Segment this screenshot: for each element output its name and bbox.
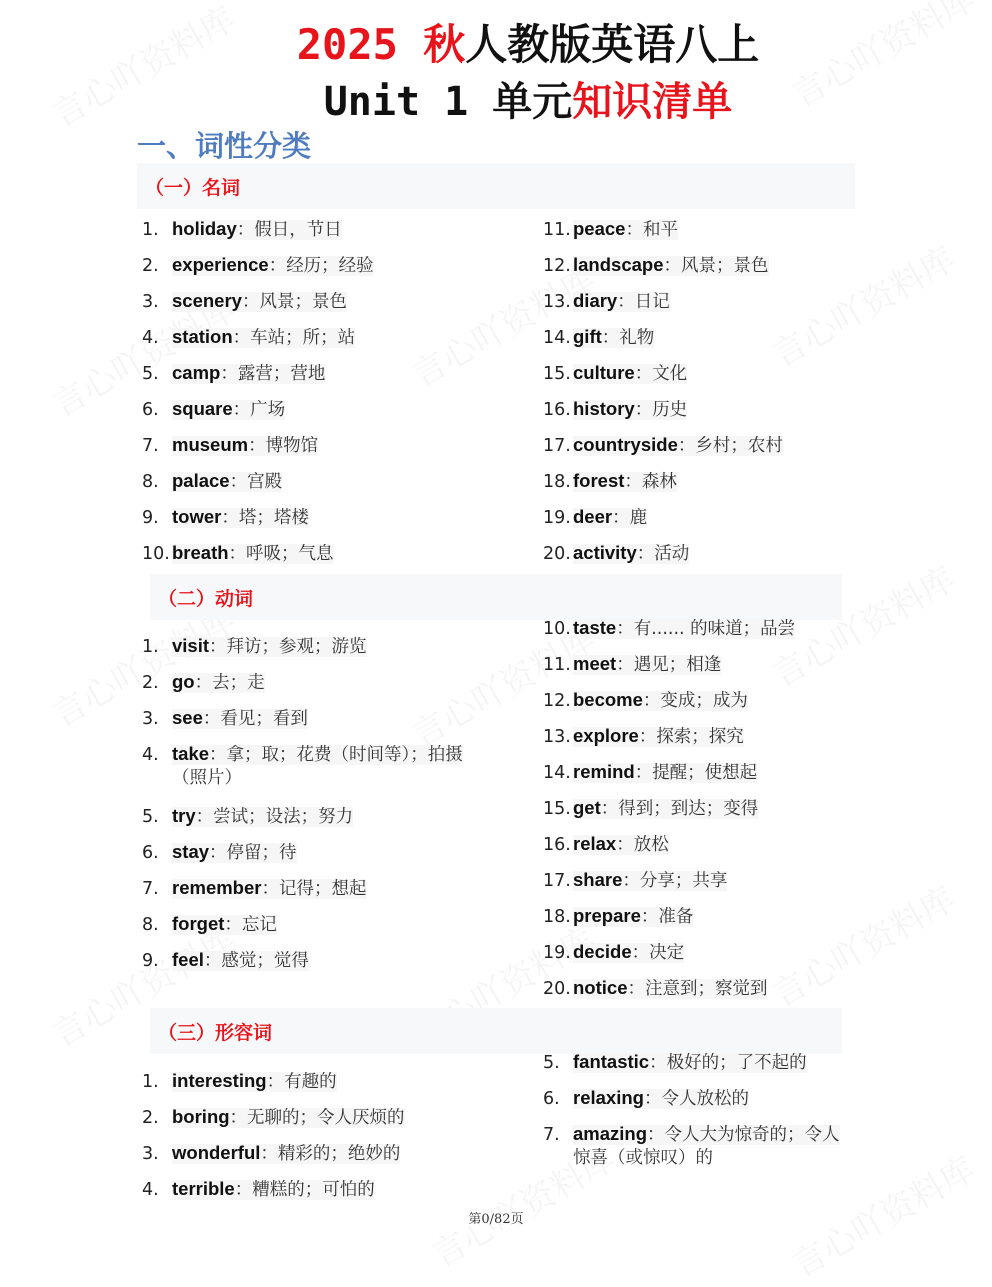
- verbs-item: 2. go：去；走: [142, 669, 265, 696]
- verbs-item: 20. notice：注意到；察觉到: [543, 975, 767, 1002]
- english-word: terrible: [172, 1178, 235, 1199]
- verbs-item: 12. become：变成；成为: [543, 687, 748, 714]
- item-number: 17.: [543, 871, 571, 891]
- english-word: diary: [573, 290, 618, 311]
- item-number: 6.: [142, 400, 159, 420]
- chinese-meaning: 活动: [654, 544, 690, 564]
- english-word: visit: [172, 635, 210, 656]
- item-number: 5.: [543, 1053, 560, 1073]
- english-word: square: [172, 398, 233, 419]
- item-number: 6.: [142, 843, 159, 863]
- verbs-item: 4. take：拿；取；花费（时间等）；拍摄 （照片）: [142, 741, 463, 768]
- nouns-item: 6. square：广场: [142, 396, 285, 423]
- chinese-meaning: 有趣的: [284, 1072, 337, 1092]
- item-number: 16.: [543, 400, 571, 420]
- english-word: countryside: [573, 434, 678, 455]
- chinese-meaning: 提醒；使想起: [652, 763, 758, 783]
- chinese-meaning: 决定: [649, 943, 685, 963]
- item-number: 9.: [142, 951, 159, 971]
- english-word: get: [573, 797, 601, 818]
- chinese-meaning: 森林: [641, 472, 677, 492]
- nouns-item: 15. culture：文化: [543, 360, 687, 387]
- chinese-meaning: 广场: [250, 400, 286, 420]
- english-word: explore: [573, 725, 639, 746]
- item-number: 1.: [142, 1072, 159, 1092]
- verbs-item: 10. taste：有...... 的味道；品尝: [543, 615, 795, 642]
- nouns-item: 10. breath：呼吸；气息: [142, 540, 334, 567]
- chinese-meaning: 历史: [652, 400, 688, 420]
- english-word: activity: [573, 542, 637, 563]
- item-number: 18.: [543, 907, 571, 927]
- nouns-item: 14. gift：礼物: [543, 324, 654, 351]
- item-number: 20.: [543, 544, 571, 564]
- english-word: meet: [573, 653, 617, 674]
- verbs-item: 7. remember：记得；想起: [142, 875, 366, 902]
- item-number: 2.: [142, 256, 159, 276]
- verbs-item: 13. explore：探索；探究: [543, 723, 744, 750]
- english-word: try: [172, 805, 196, 826]
- watermark-text: [761, 872, 962, 1016]
- chinese-meaning: 尝试；设法；努力: [213, 807, 354, 827]
- verbs-item: 3. see：看见；看到: [142, 705, 308, 732]
- nouns-item: 3. scenery：风景；景色: [142, 288, 347, 315]
- verbs-item: 5. try：尝试；设法；努力: [142, 803, 353, 830]
- item-number: 8.: [142, 472, 159, 492]
- page-title: 2025 秋人教版英语八上: [296, 20, 760, 69]
- chinese-meaning: 注意到；察觉到: [644, 979, 768, 999]
- item-number: 16.: [543, 835, 571, 855]
- item-number: 1.: [142, 220, 159, 240]
- english-word: become: [573, 689, 643, 710]
- english-word: holiday: [172, 218, 237, 239]
- nouns-item: 7. museum：博物馆: [142, 432, 318, 459]
- chinese-meaning: 假日，节日: [254, 220, 342, 240]
- adjectives-item: 4. terrible：糟糕的；可怕的: [142, 1176, 375, 1203]
- item-number: 20.: [543, 979, 571, 999]
- chinese-meaning: 令人放松的: [661, 1089, 749, 1109]
- adjectives-item: 7. amazing：令人大为惊奇的；令人 惊喜（或惊叹）的: [543, 1121, 840, 1148]
- item-number: 1.: [142, 637, 159, 657]
- english-word: decide: [573, 941, 632, 962]
- chinese-meaning: 拜访；参观；游览: [226, 637, 367, 657]
- english-word: breath: [172, 542, 229, 563]
- verbs-item: 18. prepare：准备: [543, 903, 693, 930]
- chinese-meaning: 车站；所；站: [250, 328, 356, 348]
- english-word: amazing: [573, 1123, 648, 1144]
- verbs-item: 17. share：分享；共享: [543, 867, 727, 894]
- item-number: 5.: [142, 807, 159, 827]
- english-word: relaxing: [573, 1087, 644, 1108]
- english-word: taste: [573, 617, 617, 638]
- nouns-heading: （一）名词: [137, 163, 855, 209]
- chinese-meaning: 拿；取；花费（时间等）；拍摄: [226, 745, 463, 765]
- item-number: 10.: [543, 619, 571, 639]
- english-word: peace: [573, 218, 626, 239]
- chinese-meaning: 和平: [642, 220, 678, 240]
- chinese-meaning: 乡村；农村: [695, 436, 783, 456]
- item-number: 13.: [543, 727, 571, 747]
- item-number: 12.: [543, 256, 571, 276]
- item-number: 18.: [543, 472, 571, 492]
- verbs-item: 9. feel：感觉；觉得: [142, 947, 309, 974]
- english-word: forget: [172, 913, 225, 934]
- item-number: 7.: [142, 436, 159, 456]
- item-number: 15.: [543, 364, 571, 384]
- english-word: palace: [172, 470, 230, 491]
- chinese-meaning: 得到；到达；变得: [618, 799, 759, 819]
- page-subtitle: Unit 1 单元知识清单: [323, 79, 733, 125]
- chinese-meaning: 露营；营地: [237, 364, 326, 384]
- nouns-item: 12. landscape：风景；景色: [543, 252, 769, 279]
- item-number: 3.: [142, 709, 159, 729]
- nouns-item: 9. tower：塔；塔楼: [142, 504, 309, 531]
- verbs-item: 15. get：得到；到达；变得: [543, 795, 758, 822]
- nouns-item: 19. deer：鹿: [543, 504, 647, 531]
- adjectives-item: 2. boring：无聊的；令人厌烦的: [142, 1104, 405, 1131]
- verbs-item: 19. decide：决定: [543, 939, 684, 966]
- chinese-meaning: 宫殿: [247, 472, 283, 492]
- item-number: 4.: [142, 1180, 159, 1200]
- chinese-meaning: 令人大为惊奇的；令人: [664, 1125, 840, 1145]
- chinese-meaning: 精彩的；绝妙的: [277, 1144, 401, 1164]
- nouns-item: 20. activity：活动: [543, 540, 689, 567]
- item-number: 15.: [543, 799, 571, 819]
- nouns-item: 13. diary：日记: [543, 288, 670, 315]
- nouns-item: 11. peace：和平: [543, 216, 678, 243]
- item-number: 10.: [142, 544, 170, 564]
- chinese-meaning: 塔；塔楼: [238, 508, 309, 528]
- chinese-meaning: 博物馆: [265, 436, 319, 456]
- nouns-item: 5. camp：露营；营地: [142, 360, 325, 387]
- chinese-meaning: 感觉；觉得: [221, 951, 309, 971]
- english-word: museum: [172, 434, 249, 455]
- english-word: boring: [172, 1106, 230, 1127]
- chinese-meaning: 呼吸；气息: [246, 544, 334, 564]
- item-number: 17.: [543, 436, 571, 456]
- chinese-meaning: 停留；待: [226, 843, 297, 863]
- section-heading: 一、词性分类: [137, 129, 312, 163]
- english-word: notice: [573, 977, 628, 998]
- verbs-item: 14. remind：提醒；使想起: [543, 759, 757, 786]
- chinese-meaning: 放松: [633, 835, 669, 855]
- item-number: 8.: [142, 915, 159, 935]
- english-word: relax: [573, 833, 617, 854]
- chinese-meaning: 看见；看到: [220, 709, 308, 729]
- chinese-meaning-cont: 惊喜（或惊叹）的: [573, 1148, 713, 1168]
- verbs-item: 11. meet：遇见；相逢: [543, 651, 721, 678]
- english-word: station: [172, 326, 233, 347]
- english-word: interesting: [172, 1070, 267, 1091]
- item-number: 3.: [142, 292, 159, 312]
- item-number: 9.: [142, 508, 159, 528]
- english-word: remind: [573, 761, 635, 782]
- watermark-text: [761, 232, 962, 376]
- chinese-meaning: 分享；共享: [639, 871, 728, 891]
- item-number: 19.: [543, 943, 571, 963]
- verbs-item: 8. forget：忘记: [142, 911, 277, 938]
- english-word: experience: [172, 254, 269, 275]
- chinese-meaning: 记得；想起: [278, 879, 367, 899]
- chinese-meaning: 探索；探究: [656, 727, 744, 747]
- item-number: 7.: [543, 1125, 560, 1145]
- chinese-meaning: 极好的；了不起的: [666, 1053, 807, 1073]
- adjectives-item: 6. relaxing：令人放松的: [543, 1085, 749, 1112]
- chinese-meaning: 有...... 的味道；品尝: [633, 619, 796, 639]
- chinese-meaning: 经历；经验: [286, 256, 374, 276]
- verbs-heading: （二）动词: [150, 574, 842, 620]
- english-word: remember: [172, 877, 262, 898]
- chinese-meaning: 鹿: [629, 508, 648, 528]
- english-word: forest: [573, 470, 625, 491]
- adjectives-item: 1. interesting：有趣的: [142, 1068, 337, 1095]
- item-number: 11.: [543, 220, 571, 240]
- page-number: 第0/82页: [468, 1212, 524, 1227]
- nouns-item: 17. countryside：乡村；农村: [543, 432, 783, 459]
- english-word: landscape: [573, 254, 664, 275]
- english-word: feel: [172, 949, 204, 970]
- item-number: 2.: [142, 1108, 159, 1128]
- english-word: stay: [172, 841, 210, 862]
- adjectives-item: 5. fantastic：极好的；了不起的: [543, 1049, 807, 1076]
- chinese-meaning: 风景；景色: [681, 256, 769, 276]
- english-word: fantastic: [573, 1051, 650, 1072]
- item-number: 2.: [142, 673, 159, 693]
- english-word: deer: [573, 506, 613, 527]
- chinese-meaning: 忘记: [241, 915, 277, 935]
- item-number: 12.: [543, 691, 571, 711]
- nouns-item: 2. experience：经历；经验: [142, 252, 374, 279]
- english-word: prepare: [573, 905, 641, 926]
- item-number: 7.: [142, 879, 159, 899]
- english-word: camp: [172, 362, 221, 383]
- nouns-item: 8. palace：宫殿: [142, 468, 282, 495]
- item-number: 19.: [543, 508, 571, 528]
- chinese-meaning: 糟糕的；可怕的: [252, 1180, 375, 1200]
- english-word: scenery: [172, 290, 242, 311]
- chinese-meaning: 礼物: [619, 328, 655, 348]
- chinese-meaning: 准备: [658, 907, 694, 927]
- english-word: culture: [573, 362, 635, 383]
- item-number: 6.: [543, 1089, 560, 1109]
- adjectives-item: 3. wonderful：精彩的；绝妙的: [142, 1140, 400, 1167]
- chinese-meaning: 文化: [652, 364, 688, 384]
- item-number: 4.: [142, 745, 159, 765]
- nouns-item: 4. station：车站；所；站: [142, 324, 355, 351]
- item-number: 13.: [543, 292, 571, 312]
- nouns-item: 16. history：历史: [543, 396, 687, 423]
- adjectives-heading: （三）形容词: [150, 1008, 842, 1054]
- english-word: tower: [172, 506, 222, 527]
- item-number: 3.: [142, 1144, 159, 1164]
- item-number: 11.: [543, 655, 571, 675]
- english-word: share: [573, 869, 623, 890]
- verbs-item: 16. relax：放松: [543, 831, 669, 858]
- english-word: wonderful: [172, 1142, 261, 1163]
- item-number: 4.: [142, 328, 159, 348]
- item-number: 14.: [543, 763, 571, 783]
- english-word: gift: [573, 326, 602, 347]
- chinese-meaning: 遇见；相逢: [633, 655, 722, 675]
- chinese-meaning: 变成；成为: [660, 691, 748, 711]
- english-word: go: [172, 671, 195, 692]
- chinese-meaning: 去；走: [212, 673, 265, 693]
- chinese-meaning: 日记: [634, 292, 670, 312]
- english-word: take: [172, 743, 210, 764]
- english-word: history: [573, 398, 635, 419]
- chinese-meaning-cont: （照片）: [172, 768, 242, 788]
- chinese-meaning: 无聊的；令人厌烦的: [247, 1108, 405, 1128]
- item-number: 14.: [543, 328, 571, 348]
- nouns-item: 18. forest：森林: [543, 468, 677, 495]
- chinese-meaning: 风景；景色: [259, 292, 347, 312]
- nouns-item: 1. holiday：假日，节日: [142, 216, 342, 243]
- verbs-item: 1. visit：拜访；参观；游览: [142, 633, 367, 660]
- item-number: 5.: [142, 364, 159, 384]
- verbs-item: 6. stay：停留；待: [142, 839, 297, 866]
- english-word: see: [172, 707, 203, 728]
